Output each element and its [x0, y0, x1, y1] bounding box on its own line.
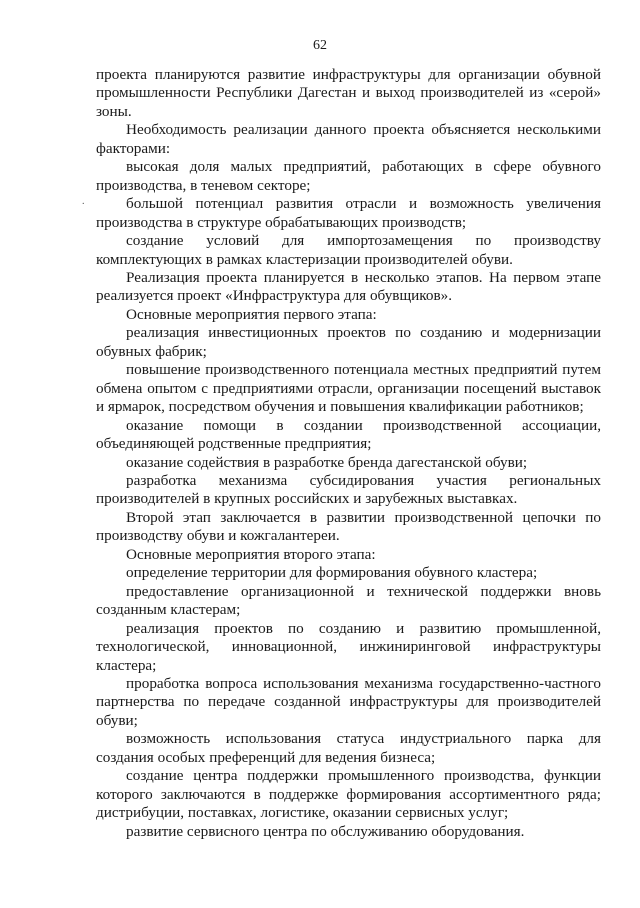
paragraph: Основные мероприятия второго этапа:	[126, 545, 376, 563]
paragraph: развитие сервисного центра по обслуживанию оборудования.	[126, 822, 525, 840]
paragraph: Второй этап заключается в развитии производственной цепочки по производству обуви и кожгалантереи.	[96, 508, 601, 545]
paragraph: Необходимость реализации данного проекта объясняется несколькими факторами:	[96, 121, 601, 157]
paragraph: проработка вопроса использования механизма государственно-частного партнерства по передаче созданной инфраструктуры для производителей обуви;	[96, 674, 601, 729]
paragraph: возможность использования статуса индустриального парка для создания особых преференций для ведения бизнеса;	[96, 730, 601, 766]
paragraph: высокая доля малых предприятий, работающих в сфере обувного производства, в теневом секторе;	[96, 158, 601, 194]
paragraph: оказание содействия в разработке бренда дагестанской обуви;	[126, 453, 528, 471]
paragraph: разработка механизма субсидирования участия региональных производителей в крупных российских и зарубежных выставках.	[96, 471, 601, 508]
page-number: 62	[313, 38, 327, 53]
scan-mark: .	[82, 196, 85, 207]
paragraph: проекта планируются развитие инфраструктуры для организации обувной промышленности Республики Дагестан и выход производителей из «серой» зоны.	[96, 66, 601, 120]
document-body	[96, 66, 601, 841]
paragraph: создание условий для импортозамещения по производству комплектующих в рамках кластеризации производителей обуви.	[96, 232, 601, 268]
paragraph: Основные мероприятия первого этапа:	[126, 305, 377, 323]
paragraph: реализация проектов по созданию и развитию промышленной, технологической, инновационной, инжиниринговой инфраструктуры кластера;	[96, 619, 601, 674]
paragraph: большой потенциал развития отрасли и возможность увеличения производства в структуре обрабатывающих производств;	[96, 195, 601, 231]
paragraph: реализация инвестиционных проектов по созданию и модернизации обувных фабрик;	[96, 324, 601, 360]
paragraph: определение территории для формирования обувного кластера;	[126, 564, 538, 582]
paragraph: предоставление организационной и технической поддержки вновь созданным кластерам;	[96, 582, 601, 619]
paragraph: повышение производственного потенциала местных предприятий путем обмена опытом с предприятиями отрасли, организации посещений выставок и ярмарок, посредством обучения и повышения квалификации работников;	[96, 361, 601, 416]
paragraph: оказание помощи в создании производственной ассоциации, объединяющей родственные предприятия;	[96, 416, 601, 453]
paragraph: Реализация проекта планируется в несколько этапов. На первом этапе реализуется проект «Инфраструктура для обувщиков».	[96, 268, 601, 305]
paragraph: создание центра поддержки промышленного производства, функции которого заключаются в поддержке формирования ассортиментного ряда; дистрибуции, поставках, логистике, оказании сервисных услуг;	[96, 767, 601, 822]
